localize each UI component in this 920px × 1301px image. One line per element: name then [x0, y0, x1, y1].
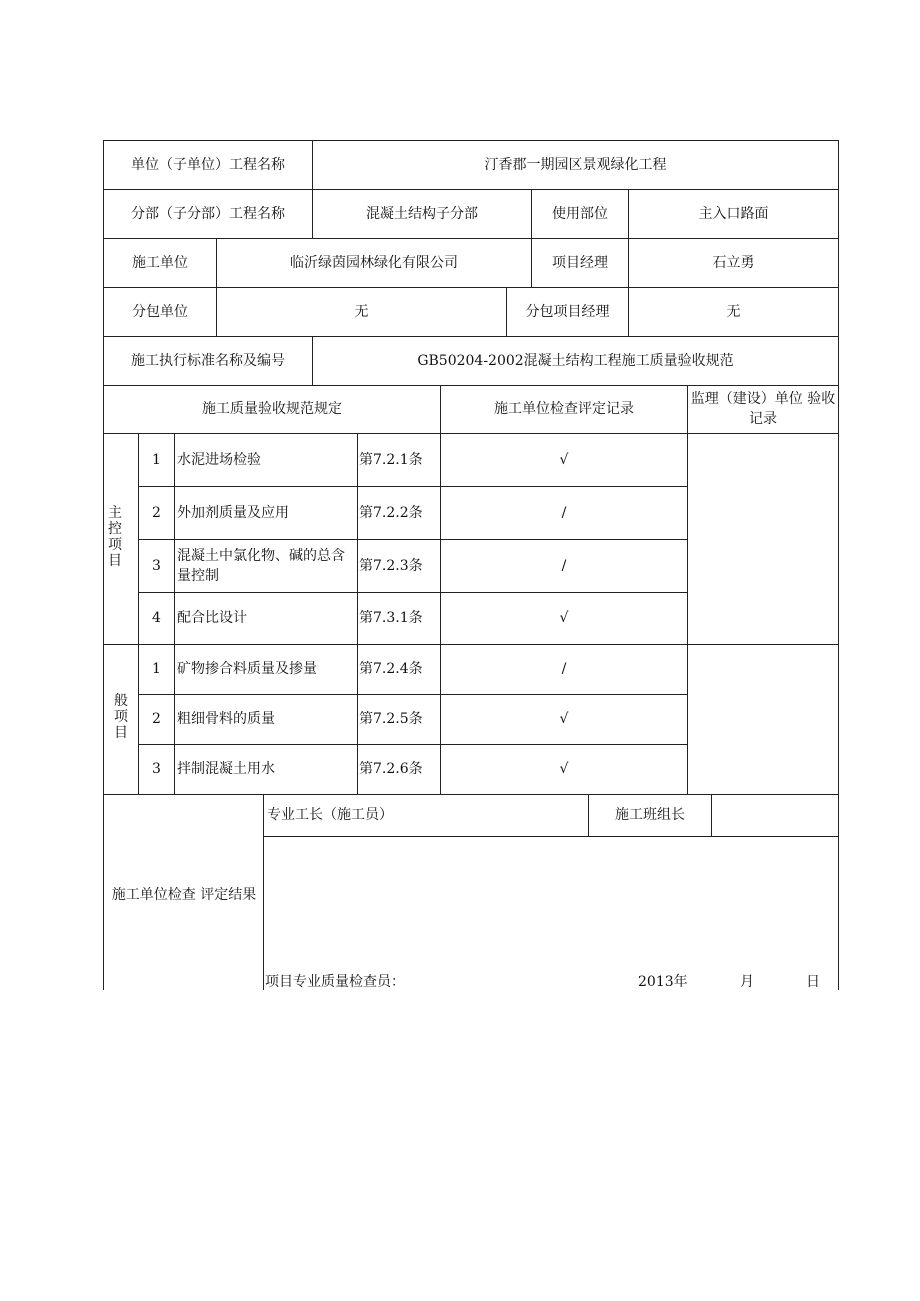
main-row-3-result: /: [561, 557, 567, 574]
general-row-3-clause: 第7.2.6条: [359, 761, 423, 777]
standard-label: 施工执行标准名称及编号: [131, 352, 285, 369]
general-row-3-result: √: [559, 761, 569, 777]
main-row-1-no: 1: [152, 451, 161, 468]
team-leader-label: 施工班组长: [615, 807, 685, 823]
construction-unit-label: 施工单位: [132, 254, 188, 271]
general-row-3-no: 3: [152, 761, 161, 777]
general-row-2-no: 2: [152, 711, 161, 727]
main-row-2-no: 2: [152, 504, 161, 521]
main-row-1-result: √: [559, 451, 569, 468]
sub-manager-value: 无: [726, 303, 741, 320]
main-row-2-result: /: [561, 504, 567, 521]
general-row-1-result: /: [561, 661, 567, 677]
general-row-2-item: 粗细骨料的质量: [177, 711, 275, 727]
main-row-3-no: 3: [152, 557, 161, 574]
unit-project-value: 汀香郡一期园区景观绿化工程: [484, 156, 667, 173]
check-result-label: 施工单位检查 评定结果: [111, 887, 257, 903]
sign-month: 月: [740, 974, 754, 990]
main-row-4-no: 4: [152, 610, 161, 626]
project-manager-value: 石立勇: [712, 254, 755, 271]
subcontractor-value: 无: [354, 303, 369, 320]
general-row-2-clause: 第7.2.5条: [359, 711, 423, 727]
unit-project-label: 单位（子单位）工程名称: [131, 156, 285, 173]
sub-project-label: 分部（子分部）工程名称: [131, 205, 285, 222]
main-row-2-clause: 第7.2.2条: [359, 504, 423, 521]
main-row-4-result: √: [559, 610, 569, 626]
general-row-1-clause: 第7.2.4条: [359, 661, 423, 677]
check-record-column-header: 施工单位检查评定记录: [494, 401, 634, 417]
use-location-label: 使用部位: [552, 205, 608, 222]
main-row-4-clause: 第7.3.1条: [359, 610, 423, 626]
construction-unit-value: 临沂绿茵园林绿化有限公司: [290, 254, 458, 271]
general-group-label: 般项目: [114, 693, 128, 741]
main-row-4-item: 配合比设计: [177, 610, 247, 626]
supervision-column-header: 监理（建设）单位 验收记录: [690, 391, 836, 427]
inspector-label: 项目专业质量检查员：: [265, 974, 405, 990]
sub-project-value: 混凝土结构子分部: [366, 205, 478, 222]
general-row-1-item: 矿物掺合料质量及掺量: [177, 661, 317, 677]
main-row-2-item: 外加剂质量及应用: [177, 504, 289, 521]
general-row-1-no: 1: [152, 661, 161, 677]
use-location-value: 主入口路面: [698, 205, 769, 222]
main-control-group-label: 主控项目: [108, 505, 122, 569]
sign-day: 日: [806, 974, 820, 990]
main-row-3-clause: 第7.2.3条: [359, 557, 423, 574]
spec-column-header: 施工质量验收规范规定: [202, 401, 342, 417]
sub-manager-label: 分包项目经理: [525, 303, 610, 320]
main-row-1-clause: 第7.2.1条: [359, 451, 423, 468]
main-row-1-item: 水泥进场检验: [177, 451, 261, 468]
foreman-label: 专业工长（施工员）: [267, 807, 393, 823]
team-leader-value[interactable]: [712, 794, 838, 836]
sign-year: 2013年: [638, 974, 688, 990]
subcontractor-label: 分包单位: [132, 303, 188, 320]
general-row-2-result: √: [559, 711, 569, 727]
general-row-3-item: 拌制混凝土用水: [177, 761, 275, 777]
project-manager-label: 项目经理: [552, 254, 608, 271]
standard-value: GB50204-2002混凝土结构工程施工质量验收规范: [417, 352, 734, 369]
main-row-3-item: 混凝土中氯化物、碱的总含量控制: [177, 547, 345, 584]
